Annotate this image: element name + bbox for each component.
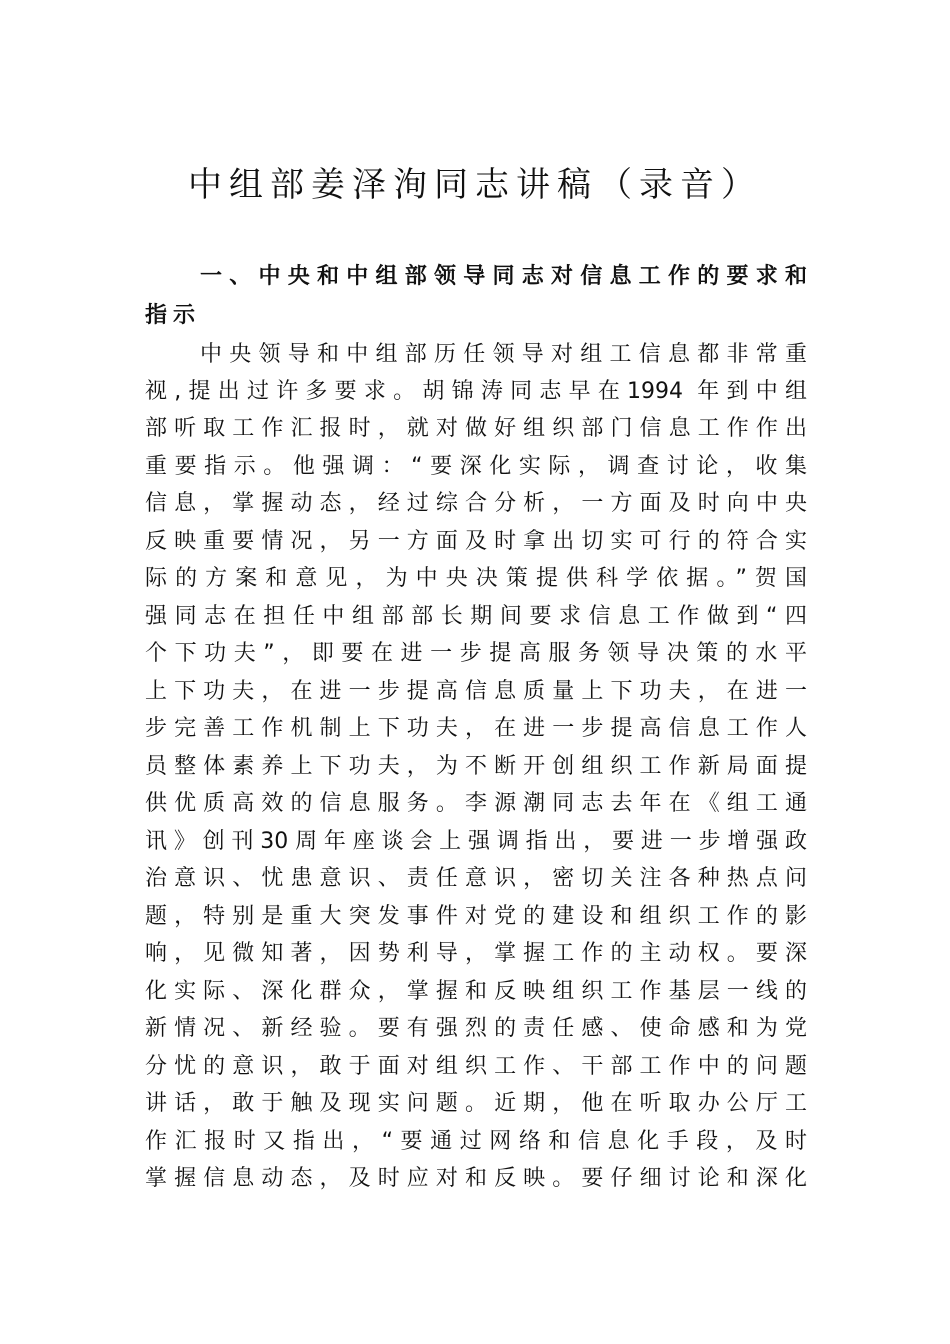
paragraph-line: 作汇报时又指出，“要通过网络和信息化手段，及时 <box>145 1129 807 1154</box>
paragraph-line: 讯》创刊30周年座谈会上强调指出，要进一步增强政 <box>145 829 807 854</box>
paragraph-line: 强同志在担任中组部部长期间要求信息工作做到“四 <box>145 604 807 629</box>
paragraph-line: 讲话，敢于触及现实问题。近期，他在听取办公厅工 <box>145 1091 807 1116</box>
section-heading-line: 一、中央和中组部领导同志对信息工作的要求和 <box>200 264 807 289</box>
paragraph-line: 化实际、深化群众，掌握和反映组织工作基层一线的 <box>145 979 807 1004</box>
paragraph-line: 新情况、新经验。要有强烈的责任感、使命感和为党 <box>145 1016 807 1041</box>
paragraph-line: 分忧的意识，敢于面对组织工作、干部工作中的问题 <box>145 1054 807 1079</box>
paragraph-line: 中央领导和中组部历任领导对组工信息都非常重 <box>200 342 807 367</box>
paragraph-line: 上下功夫，在进一步提高信息质量上下功夫，在进一 <box>145 679 807 704</box>
paragraph-line: 题，特别是重大突发事件对党的建设和组织工作的影 <box>145 904 807 929</box>
paragraph-line: 际的方案和意见，为中央决策提供科学依据。”贺国 <box>145 566 807 591</box>
paragraph-line: 个下功夫”，即要在进一步提高服务领导决策的水平 <box>145 641 807 666</box>
paragraph-line: 员整体素养上下功夫，为不断开创组织工作新局面提 <box>145 754 807 779</box>
paragraph-line: 步完善工作机制上下功夫，在进一步提高信息工作人 <box>145 716 807 741</box>
paragraph-line: 反映重要情况，另一方面及时拿出切实可行的符合实 <box>145 529 807 554</box>
paragraph-line: 部听取工作汇报时，就对做好组织部门信息工作作出 <box>145 416 807 441</box>
paragraph-line: 供优质高效的信息服务。李源潮同志去年在《组工通 <box>145 791 807 816</box>
paragraph-line: 重要指示。他强调：“要深化实际，调查讨论，收集 <box>145 454 807 479</box>
paragraph-line: 治意识、忧患意识、责任意识，密切关注各种热点问 <box>145 866 807 891</box>
paragraph-line: 信息，掌握动态，经过综合分析，一方面及时向中央 <box>145 491 807 516</box>
paragraph-line: 响，见微知著，因势利导，掌握工作的主动权。要深 <box>145 941 807 966</box>
paragraph-line: 视,提出过许多要求。胡锦涛同志早在1994 年到中组 <box>145 379 807 404</box>
document-title: 中组部姜泽洵同志讲稿（录音） <box>188 165 762 205</box>
paragraph-line: 掌握信息动态，及时应对和反映。要仔细讨论和深化 <box>145 1166 807 1191</box>
section-heading-line: 指示 <box>145 303 202 328</box>
